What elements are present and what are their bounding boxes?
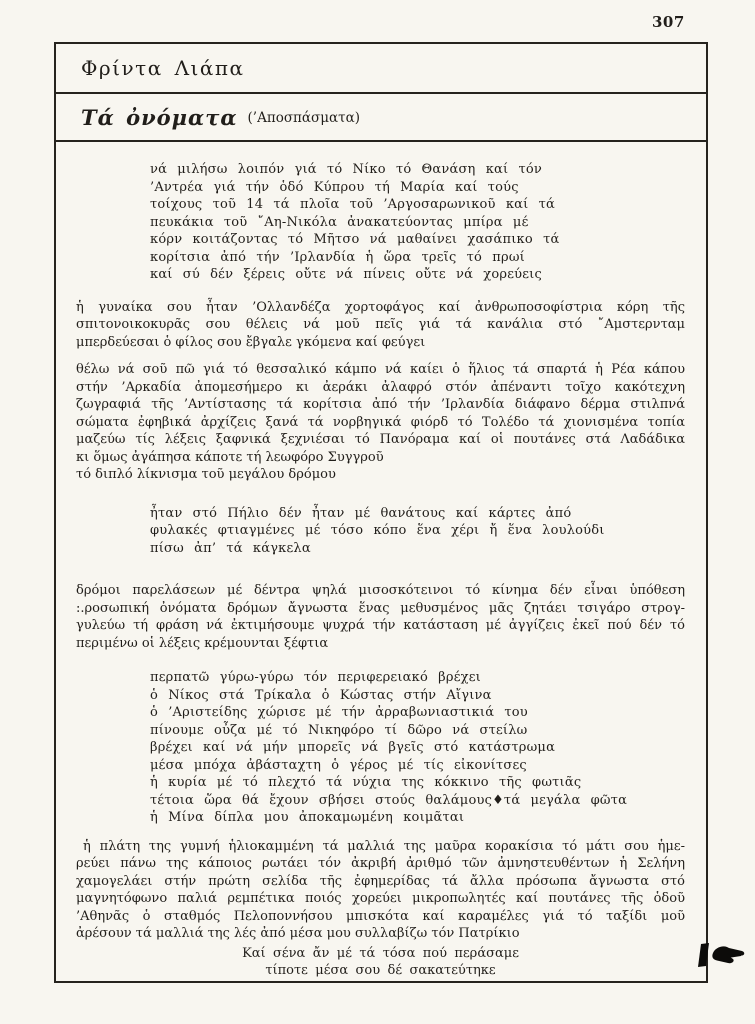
poem-block-8: [76, 945, 685, 980]
author-row: [56, 44, 706, 94]
poem-line: μαγνητόφωνο παλιά ρεμπέτικα ποιός χορεύει μικροπωλητές καί πουτάνες τῆς ὁδοῦ: [76, 891, 685, 906]
poem-line: πευκάκια τοῦ ῎Αη-Νικόλα ἀνακατεύοντας μπίρα μέ: [150, 214, 529, 230]
poem-line: βρέχει καί νά μήν μπορεῖς νά βγεῖς στό κατάστρωμα: [150, 740, 556, 755]
poem-line: ἡ γυναίκα σου ἦταν ’Ολλανδέζα χορτοφάγος καί ἀνθρωποσοφίστρια κόρη τῆς: [76, 299, 685, 315]
poem-body: [56, 142, 706, 980]
poem-line: ρεύει πάνω της κάποιος ρωτάει τόν ἀκριβή ἀριθμό τῶν ἀμνηστευθέντων ἡ Σελήνη: [76, 856, 685, 871]
poem-line: φυλακές φτιαγμένες μέ τόσο κόπο ἕνα χέρι ἤ ἕνα λουλούδι: [150, 523, 605, 538]
poem-line: χαμογελάει στήν πρώτη σελίδα τῆς ἐφημερίδας τά ἄλλα πρόσωπα ἄγνωστα στό: [76, 873, 685, 889]
pointing-hand-icon: [697, 940, 747, 970]
poem-line: Καί σένα ἄν μέ τά τόσα πού περάσαμε: [242, 945, 519, 961]
title-row: [56, 94, 706, 142]
poem-line: τοίχους τοῦ 14 τά πλοῖα τοῦ ’Αργοσαρωνικοῦ καί τά: [150, 197, 555, 212]
poem-line: τίποτε μέσα σου δέ σακατεύτηκε: [265, 963, 496, 978]
poem-line: ἀρέσουν τά μαλλιά της λές ἀπό μέσα μου συλλαβίζω τόν Πατρίκιο: [76, 926, 520, 941]
manicule-stamp: [697, 940, 747, 970]
poem-title: Τά ὀνόματα: [81, 104, 238, 130]
poem-line: ὁ Νίκος στά Τρίκαλα ὁ Κώστας στήν Αἴγινα: [150, 687, 492, 703]
poem-line: καί σύ δέν ξέρεις οὔτε νά πίνεις οὔτε νά χορεύεις: [150, 267, 542, 282]
poem-line: ὁ ’Αριστείδης χώρισε μέ τήν ἀρραβωνιαστικιά του: [150, 705, 528, 720]
poem-line: περιμένω οἱ λέξεις κρέμουνται ξέφτια: [76, 635, 329, 651]
poem-block-2: [76, 299, 685, 352]
poem-block-7: [76, 838, 685, 943]
poem-line: ’Αθηνᾶς ὁ σταθμός Πελοποννήσου μπισκότα καί καραμέλες γιά τό ταξίδι μοῦ: [76, 908, 685, 924]
poem-line: ζωγραφιά τῆς ’Αντίστασης τά κορίτσια ἀπό τήν ’Ιρλανδία διάφανο δέρμα στιλπνά: [76, 397, 685, 412]
poem-line: κι ὅμως ἀγάπησα κάποτε τή λεωφόρο Συγγροῦ: [76, 449, 384, 465]
poem-line: :.ροσωπική ὀνόματα δρόμων ἄγνωστα ἕνας μεθυσμένος μᾶς ζητάει τσιγάρο στρογ-: [76, 600, 685, 616]
poem-line: περπατῶ γύρω-γύρω τόν περιφερειακό βρέχει: [150, 670, 481, 685]
poem-line: κόρν κοιτάζοντας τό Μῆτσο νά μαθαίνει χασάπικο τά: [150, 232, 560, 247]
poem-line: πίνουμε οὖζα μέ τό Νικηφόρο τί δῶρο νά στείλω: [150, 722, 528, 738]
poem-line: μέσα μπόχα ἀβάσταχτη ὁ γέρος μέ τίς εἰκονίτσες: [150, 757, 527, 773]
poem-line: κορίτσια ἀπό τήν ’Ιρλανδία ἡ ὥρα τρεῖς τό πρωί: [150, 249, 525, 265]
poem-line: σπιτονοικοκυρᾶς σου θέλεις νά μοῦ πεῖς γιά τά κανάλια στό ῎Αμστερνταμ: [76, 317, 685, 332]
poem-line: ἡ Μίνα δίπλα μου ἀποκαμωμένη κοιμᾶται: [150, 810, 465, 825]
poem-line: μαζεύω τίς λέξεις ξαφνικά ξεχνιέσαι τό Πανόραμα καί οἱ πουτάνες στά Λαδάδικα: [76, 432, 685, 447]
poem-subtitle: (’Αποσπάσματα): [247, 110, 360, 126]
poem-line: μπερδεύεσαι ὁ φίλος σου ἔβγαλε γκόμενα καί φεύγει: [76, 334, 426, 350]
poem-line: σώματα ἐφηβικά ἀρχίζεις ξανά τά νορβηγικά φιόρδ τό Τολέδο τά χιονισμένα τοπία: [76, 414, 685, 430]
poem-line: τέτοια ὥρα θά ἔχουν σβήσει στούς θαλάμους♦τά μεγάλα φῶτα: [150, 792, 628, 808]
poem-line: γυλεύω τή φράση νά ἐκτιμήσουμε ψυχρά τήν κατάσταση μέ ἀγγίζεις ἐκεῖ πού δέν τό: [76, 618, 685, 633]
page-number: 307: [652, 13, 685, 31]
poem-frame: [54, 42, 708, 983]
author-name: Φρίντα Λιάπα: [81, 56, 245, 80]
poem-block-4: [150, 505, 655, 558]
poem-line: νά μιλήσω λοιπόν γιά τό Νίκο τό Θανάση καί τόν: [150, 162, 543, 177]
poem-line: ’Αντρέα γιά τήν ὁδό Κύπρου τή Μαρία καί τούς: [150, 179, 519, 195]
poem-block-6: [150, 669, 655, 827]
poem-line: τό διπλό λίκνισμα τοῦ μεγάλου δρόμου: [76, 467, 336, 482]
poem-line: πίσω ἀπ’ τά κάγκελα: [150, 540, 311, 556]
poem-line: στήν ’Αρκαδία ἀπομεσήμερο κι ἀεράκι ἀλαφρό στόν ἀπέναντι τοῖχο κακότεχνη: [76, 379, 685, 395]
poem-block-3: [76, 361, 685, 484]
poem-block-1: [150, 161, 655, 284]
poem-line: ἡ κυρία μέ τό πλεχτό τά νύχια της κόκκινο τῆς φωτιᾶς: [150, 775, 582, 790]
poem-line: ἡ πλάτη της γυμνή ἡλιοκαμμένη τά μαλλιά της μαῦρα κορακίσια τό μάτι σου ἡμε-: [83, 838, 685, 854]
poem-block-5: [76, 582, 685, 652]
poem-line: ἦταν στό Πήλιο δέν ἦταν μέ θανάτους καί κάρτες ἀπό: [150, 505, 572, 521]
poem-line: θέλω νά σοῦ πῶ γιά τό θεσσαλικό κάμπο νά καίει ὁ ἥλιος τά σπαρτά ἡ Ρέα κάπου: [76, 362, 685, 377]
poem-line: δρόμοι παρελάσεων μέ δέντρα ψηλά μισοσκότεινοι τό κίνημα δέν εἶναι ὑπόθεση: [76, 583, 685, 598]
